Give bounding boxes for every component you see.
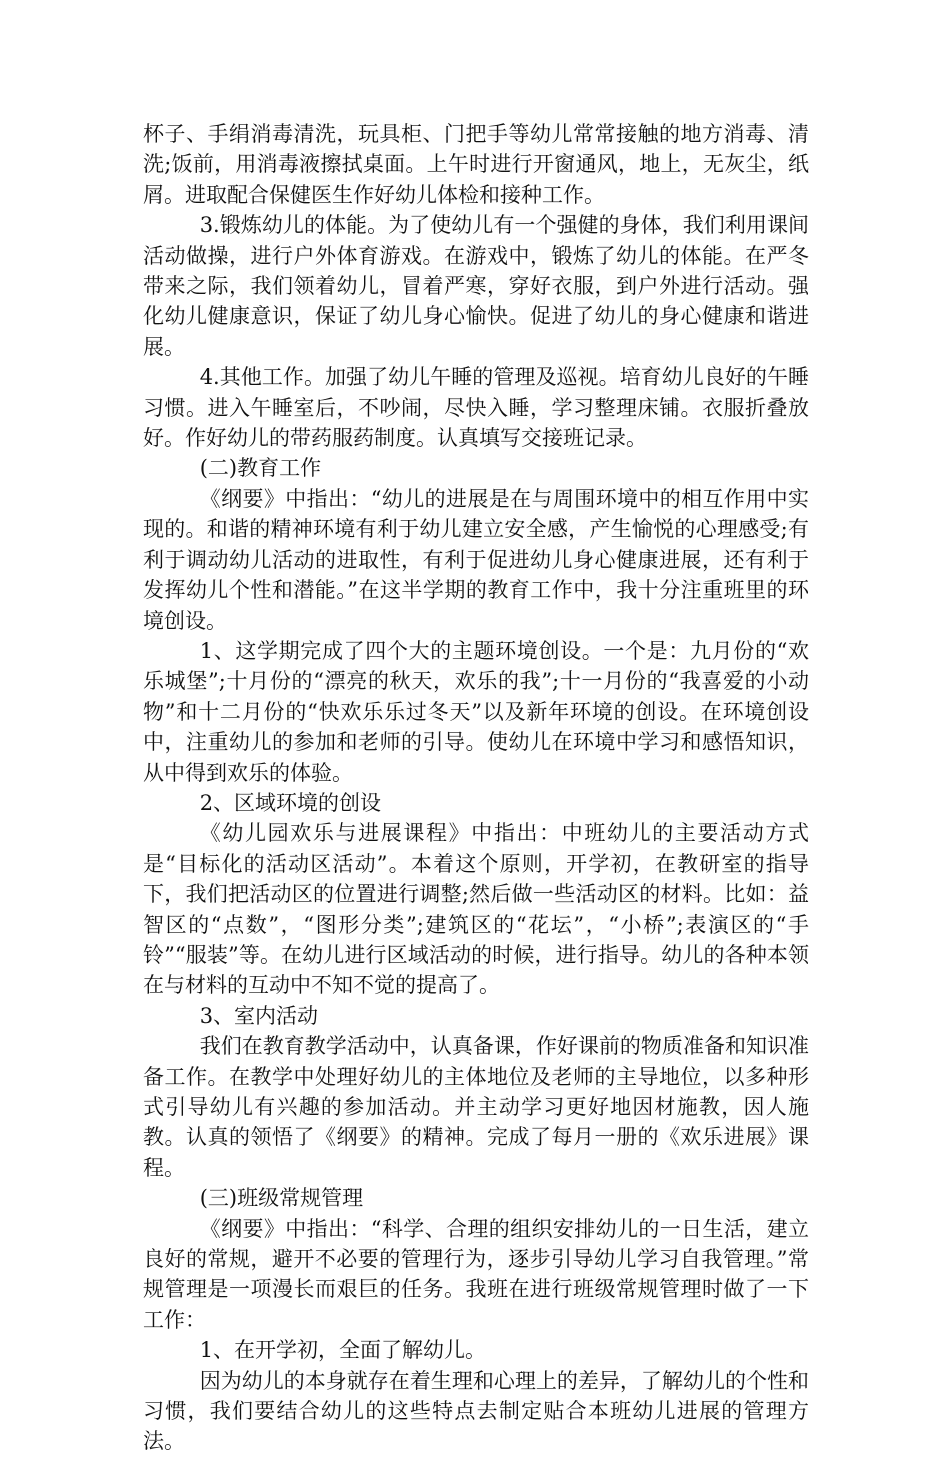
paragraph-exercise: 3.锻炼幼儿的体能。为了使幼儿有一个强健的身体，我们利用课间活动做操，进行户外体育游戏。在游戏中，锻炼了幼儿的体能。在严冬带来之际，我们领着幼儿，冒着严寒，穿好衣服，到户外进行活动。强化幼儿健康意识，保证了幼儿身心愉快。促进了幼儿的身心健康和谐进展。 <box>143 213 809 359</box>
subheading-area-environment: 2、区域环境的创设 <box>199 790 382 815</box>
paragraph-hygiene-continued: 杯子、手绢消毒清洗，玩具柜、门把手等幼儿常常接触的地方消毒、清洗;饭前，用消毒液擦拭桌面。上午时进行开窗通风，地上，无灰尘，纸屑。进取配合保健医生作好幼儿体检和接种工作。 <box>143 122 809 207</box>
subheading-indoor-activities: 3、室内活动 <box>199 1003 319 1028</box>
subheading-know-children: 1、在开学初，全面了解幼儿。 <box>199 1338 487 1363</box>
paragraph-routine-management: 《纲要》中指出：“科学、合理的组织安排幼儿的一日生活，建立良好的常规，避开不必要的管理行为，逐步引导幼儿学习自我管理。”常规管理是一项漫长而艰巨的任务。我班在进行班级常规管理时做了一下工作： <box>143 1216 809 1332</box>
paragraph-activity-areas: 《幼儿园欢乐与进展课程》中指出：中班幼儿的主要活动方式是“目标化的活动区活动”。本着这个原则，开学初，在教研室的指导下，我们把活动区的位置进行调整;然后做一些活动区的材料。比如：益智区的“点数”，“图形分类”;建筑区的“花坛”，“小桥”;表演区的“手铃”“服装”等。在幼儿进行区域活动的时候，进行指导。幼儿的各种本领在与材料的互动中不知不觉的提高了。 <box>143 821 809 998</box>
paragraph-teaching-activities: 我们在教育教学活动中，认真备课，作好课前的物质准备和知识准备工作。在教学中处理好幼儿的主体地位及老师的主导地位，以多种形式引导幼儿有兴趣的参加活动。并主动学习更好地因材施教，因人施教。认真的领悟了《纲要》的精神。完成了每月一册的《欢乐进展》课程。 <box>143 1034 809 1180</box>
section-heading-class-management: (三)班级常规管理 <box>199 1186 364 1211</box>
paragraph-other-work: 4.其他工作。加强了幼儿午睡的管理及巡视。培育幼儿良好的午睡习惯。进入午睡室后，不吵闹，尽快入睡，学习整理床铺。衣服折叠放好。作好幼儿的带药服药制度。认真填写交接班记录。 <box>143 365 809 451</box>
section-heading-education: (二)教育工作 <box>199 456 322 481</box>
paragraph-guideline-environment: 《纲要》中指出：“幼儿的进展是在与周围环境中的相互作用中实现的。和谐的精神环境有利于幼儿建立安全感，产生愉悦的心理感受;有利于调动幼儿活动的进取性，有利于促进幼儿身心健康进展，还有利于发挥幼儿个性和潜能。”在这半学期的教育工作中，我十分注重班里的环境创设。 <box>143 486 809 633</box>
document-body <box>143 119 809 1457</box>
paragraph-individual-differences: 因为幼儿的本身就存在着生理和心理上的差异，了解幼儿的个性和习惯，我们要结合幼儿的这些特点去制定贴合本班幼儿进展的管理方法。 <box>143 1368 809 1454</box>
paragraph-theme-environments: 1、这学期完成了四个大的主题环境创设。一个是：九月份的“欢乐城堡”;十月份的“漂亮的秋天，欢乐的我”;十一月份的“我喜爱的小动物”和十二月份的“快欢乐乐过冬天”以及新年环境的创设。在环境创设中，注重幼儿的参加和老师的引导。使幼儿在环境中学习和感悟知识，从中得到欢乐的体验。 <box>143 638 809 785</box>
